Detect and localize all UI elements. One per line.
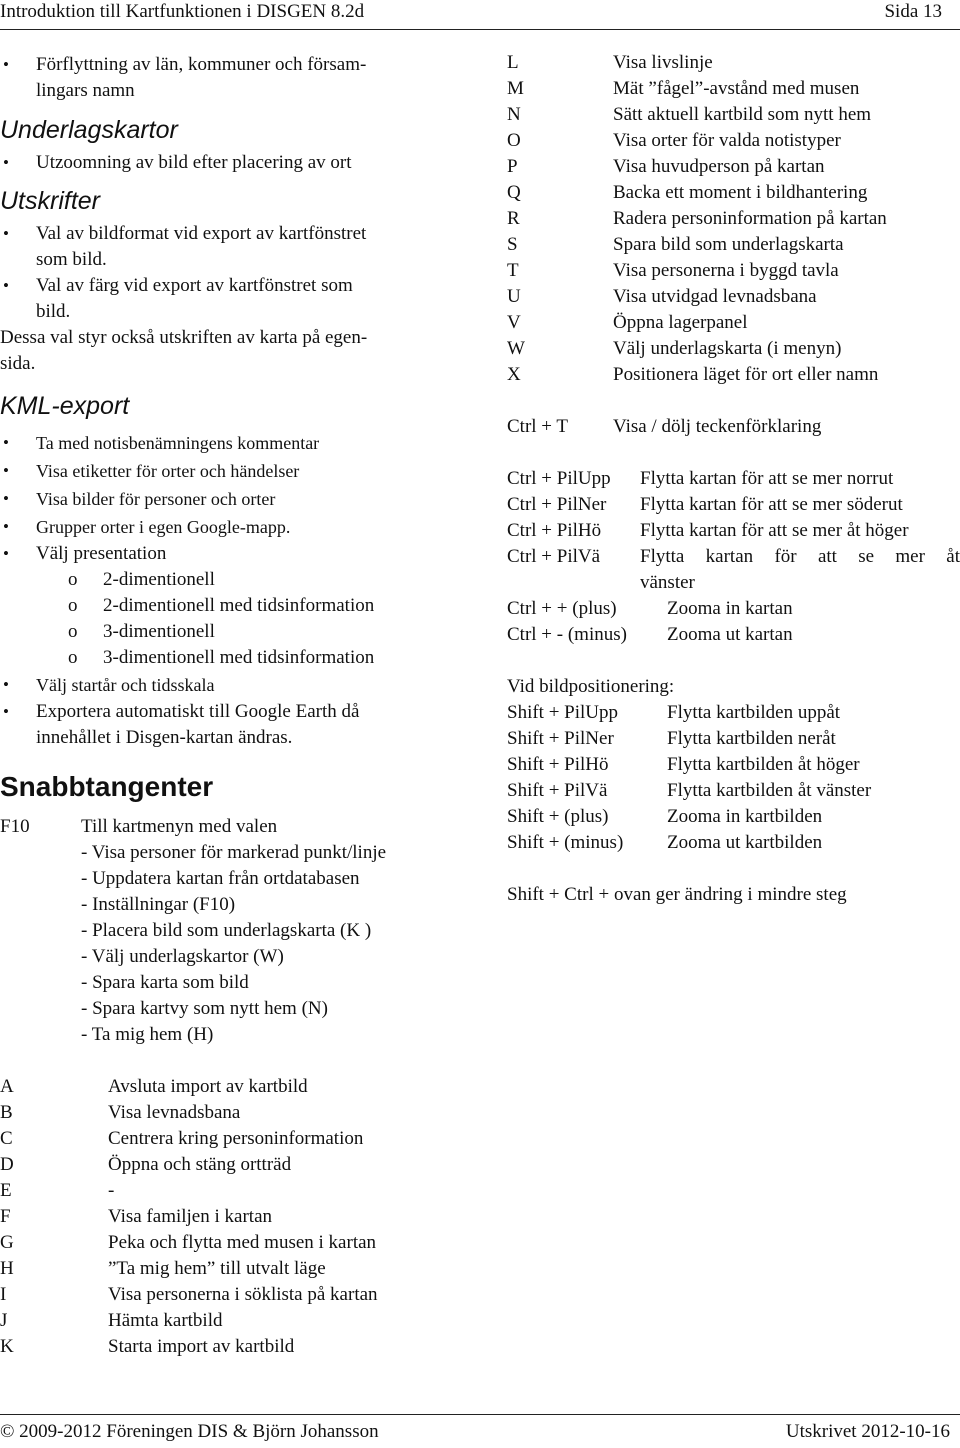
shortcut-key: Shift + (minus) (507, 832, 624, 853)
shortcut-row (0, 1100, 460, 1126)
printed-date: Utskrivet 2012-10-16 (785, 1421, 950, 1442)
shortcut-desc: Backa ett moment i bildhantering (613, 182, 868, 203)
f10-line: - Uppdatera kartan från ortdatabasen (81, 868, 360, 889)
list-item: • Ta med notisbenämningens kommentar (0, 429, 460, 457)
shortcut-desc: Flytta kartbilden åt vänster (667, 780, 872, 801)
shortcut-key: L (507, 52, 519, 73)
shortcut-desc: Visa huvudperson på kartan (613, 156, 825, 177)
shortcut-desc: Flytta kartbilden uppåt (667, 702, 841, 723)
list-item-line: • Val av bildformat vid export av kartfönstret (36, 223, 367, 244)
shortcut-desc: Sätt aktuell kartbild som nytt hem (613, 104, 872, 125)
shortcut-row (0, 1334, 460, 1360)
list-item: • Välj startår och tidsskala (0, 671, 460, 699)
shortcut-desc: Positionera läget för ort eller namn (613, 364, 879, 385)
shortcut-key: Ctrl + T (507, 416, 569, 437)
shortcut-desc: Starta import av kartbild (108, 1336, 295, 1357)
note-paragraph (0, 325, 460, 377)
shortcut-key: Ctrl + PilUpp (507, 468, 611, 489)
shortcut-desc: Visa orter för valda notistyper (613, 130, 841, 151)
shortcut-row (507, 700, 960, 726)
left-column (0, 52, 460, 1360)
heading-kml-export: KML-export (0, 392, 130, 420)
sub-list-item (0, 567, 460, 593)
shortcut-row (0, 1074, 460, 1100)
shortcut-key: Shift + PilUpp (507, 702, 619, 723)
shortcut-desc: Zooma ut kartbilden (667, 832, 823, 853)
shortcut-key: V (507, 312, 521, 333)
shortcut-desc: Visa personerna i byggd tavla (613, 260, 839, 281)
f10-line: - Välj underlagskartor (W) (81, 946, 284, 967)
shortcut-desc: Peka och flytta med musen i kartan (108, 1232, 377, 1253)
f10-block (0, 814, 460, 1048)
shortcut-row (507, 518, 960, 544)
list-item-line: • Förflyttning av län, kommuner och försam- (36, 54, 367, 75)
shortcut-row (507, 180, 960, 206)
f10-line: - Visa personer för markerad punkt/linje (81, 842, 387, 863)
note-line: Dessa val styr också utskriften av karta på egen- (0, 327, 368, 348)
shortcut-desc: Flytta kartan för att se mer norrut (640, 468, 894, 489)
shortcut-key: G (0, 1232, 14, 1253)
list-item-line: bild. (36, 301, 71, 322)
shortcut-row (0, 1230, 460, 1256)
shortcut-key: I (0, 1284, 7, 1305)
shortcut-row (507, 804, 960, 830)
shortcut-row (507, 206, 960, 232)
shortcut-key: H (0, 1258, 14, 1279)
shortcut-key: K (0, 1336, 14, 1357)
shortcut-key: E (0, 1180, 12, 1201)
shortcut-desc: Flytta kartbilden åt höger (667, 754, 860, 775)
section-label: Vid bildpositionering: (507, 676, 675, 697)
sub-marker: o (68, 621, 78, 642)
f10-line: - Spara karta som bild (81, 972, 249, 993)
f10-key: F10 (0, 816, 30, 837)
shortcut-row (0, 1152, 460, 1178)
f10-line: - Spara kartvy som nytt hem (N) (81, 998, 328, 1019)
shortcut-desc: Radera personinformation på kartan (613, 208, 887, 229)
shortcut-desc: Visa / dölj teckenförklaring (613, 416, 822, 437)
shortcut-row (0, 1282, 460, 1308)
sub-item-label: 2-dimentionell med tidsinformation (103, 595, 375, 616)
f10-line: - Inställningar (F10) (81, 894, 236, 915)
shortcut-desc: Öppna och stäng ortträd (108, 1154, 292, 1175)
list-item-line: • Val av färg vid export av kartfönstret som (36, 275, 353, 296)
f10-line: - Placera bild som underlagskarta (K ) (81, 920, 372, 941)
page-number: Sida 13 (884, 1, 942, 22)
shortcut-row (507, 414, 960, 440)
copyright-text: © 2009-2012 Föreningen DIS & Björn Johansson (0, 1421, 379, 1442)
shortcut-desc: Visa utvidgad levnadsbana (613, 286, 817, 307)
list-item (0, 52, 460, 104)
shortcut-row (0, 1308, 460, 1334)
shortcut-row (507, 76, 960, 102)
shortcut-key: O (507, 130, 521, 151)
shortcut-row (507, 154, 960, 180)
list-item-line: • Exportera automatiskt till Google Earth då (36, 701, 360, 722)
shortcut-row (507, 232, 960, 258)
shortcut-row (507, 752, 960, 778)
shortcut-key: Shift + PilHö (507, 754, 609, 775)
page-footer (0, 1414, 960, 1448)
shortcut-row (0, 1204, 460, 1230)
shortcut-key: Ctrl + - (minus) (507, 624, 627, 645)
shortcut-desc-line: vänster (640, 572, 695, 593)
shortcut-key: M (507, 78, 524, 99)
heading-underlagskartor: Underlagskartor (0, 116, 178, 144)
shortcut-desc: Mät ”fågel”-avstånd med musen (613, 78, 860, 99)
shortcut-row (507, 466, 960, 492)
shortcut-desc (640, 544, 960, 596)
shortcut-desc: Flytta kartbilden neråt (667, 728, 836, 749)
list-item: • Utzoomning av bild efter placering av ort (0, 150, 460, 176)
shortcut-desc: ”Ta mig hem” till utvalt läge (108, 1258, 326, 1279)
shortcut-key: B (0, 1102, 13, 1123)
shortcut-desc: Hämta kartbild (108, 1310, 223, 1331)
shortcut-row (507, 284, 960, 310)
shortcut-key: N (507, 104, 521, 125)
shortcut-key: J (0, 1310, 8, 1331)
list-item-line: som bild. (36, 249, 107, 270)
shortcut-desc: Zooma in kartan (667, 598, 793, 619)
shortcut-desc: Öppna lagerpanel (613, 312, 748, 333)
list-item: • Visa etiketter för orter och händelser (0, 457, 460, 485)
shortcut-desc: Centrera kring personinformation (108, 1128, 364, 1149)
ctrl-shortcuts (507, 466, 960, 648)
shortcut-row (507, 830, 960, 856)
shortcut-row (507, 544, 960, 596)
shortcut-key: U (507, 286, 521, 307)
shortcut-desc: Zooma ut kartan (667, 624, 793, 645)
shortcut-row (507, 258, 960, 284)
shortcut-key: Ctrl + PilHö (507, 520, 602, 541)
list-item (0, 699, 460, 751)
page-header (0, 0, 960, 30)
shortcut-desc: Välj underlagskarta (i menyn) (613, 338, 842, 359)
shortcut-desc: Visa livslinje (613, 52, 713, 73)
list-item (0, 273, 460, 325)
kml-list (0, 429, 460, 751)
shortcut-desc-line: Flytta kartan för att se mer åt (640, 546, 960, 567)
shortcut-desc: Avsluta import av kartbild (108, 1076, 308, 1097)
shortcut-key: C (0, 1128, 13, 1149)
sub-list-item (0, 619, 460, 645)
shortcut-desc: - (108, 1180, 115, 1201)
heading-utskrifter: Utskrifter (0, 187, 100, 215)
shortcut-key: W (507, 338, 525, 359)
shortcut-table-a-k (0, 1074, 460, 1360)
shortcut-row (507, 596, 960, 622)
shortcut-key: Ctrl + + (plus) (507, 598, 617, 619)
shortcut-row (507, 362, 960, 388)
sub-item-label: 2-dimentionell (103, 569, 215, 590)
shortcut-desc: Zooma in kartbilden (667, 806, 823, 827)
shortcut-desc: Flytta kartan för att se mer söderut (640, 494, 903, 515)
shortcut-key: T (507, 260, 519, 281)
shortcut-desc: Flytta kartan för att se mer åt höger (640, 520, 909, 541)
shortcut-row (0, 1126, 460, 1152)
shortcut-row (507, 726, 960, 752)
shortcut-row (507, 128, 960, 154)
shortcut-row (507, 310, 960, 336)
note-line: sida. (0, 353, 36, 374)
shortcut-desc: Spara bild som underlagskarta (613, 234, 844, 255)
sub-list-item (0, 593, 460, 619)
shift-shortcuts (507, 700, 960, 856)
header-title: Introduktion till Kartfunktionen i DISGEN 8.2d (0, 1, 365, 22)
shortcut-desc: Visa personerna i söklista på kartan (108, 1284, 378, 1305)
list-item-line: innehållet i Disgen-kartan ändras. (36, 727, 293, 748)
f10-line: - Ta mig hem (H) (81, 1024, 214, 1045)
sub-marker: o (68, 647, 78, 668)
heading-snabbtangenter: Snabbtangenter (0, 771, 214, 802)
f10-menu-list (81, 814, 386, 1048)
list-item: • Grupper orter i egen Google-mapp. (0, 513, 460, 541)
shortcut-key: S (507, 234, 518, 255)
f10-line: Till kartmenyn med valen (81, 816, 278, 837)
shortcut-table-l-x (507, 50, 960, 388)
list-item: • Välj presentation (0, 541, 460, 567)
shortcut-key: D (0, 1154, 14, 1175)
sub-list-item (0, 645, 460, 671)
shortcut-row (0, 1256, 460, 1282)
sub-item-label: 3-dimentionell med tidsinformation (103, 647, 375, 668)
shortcut-row (507, 50, 960, 76)
shortcut-key: Ctrl + PilVä (507, 546, 601, 567)
shortcut-row (0, 1178, 460, 1204)
shortcut-row (507, 622, 960, 648)
shortcut-desc: Visa levnadsbana (108, 1102, 241, 1123)
shortcut-key: Ctrl + PilNer (507, 494, 607, 515)
shortcut-key: Shift + PilNer (507, 728, 614, 749)
shortcut-key: A (0, 1076, 14, 1097)
shortcut-row (507, 102, 960, 128)
list-item (0, 221, 460, 273)
list-item: • Visa bilder för personer och orter (0, 485, 460, 513)
sub-marker: o (68, 569, 78, 590)
sub-marker: o (68, 595, 78, 616)
shortcut-row (507, 492, 960, 518)
shortcut-key: Shift + (plus) (507, 806, 609, 827)
shortcut-key: F (0, 1206, 11, 1227)
shortcut-key: P (507, 156, 518, 177)
shortcut-key: Shift + PilVä (507, 780, 608, 801)
list-item-line: lingars namn (36, 80, 135, 101)
shortcut-key: R (507, 208, 520, 229)
shortcut-row (507, 336, 960, 362)
right-column (507, 50, 960, 908)
shortcut-desc: Visa familjen i kartan (108, 1206, 272, 1227)
shortcut-row (507, 778, 960, 804)
shortcut-key: Q (507, 182, 521, 203)
shift-ctrl-note: Shift + Ctrl + ovan ger ändring i mindre steg (507, 884, 847, 905)
shortcut-key: X (507, 364, 521, 385)
sub-item-label: 3-dimentionell (103, 621, 215, 642)
